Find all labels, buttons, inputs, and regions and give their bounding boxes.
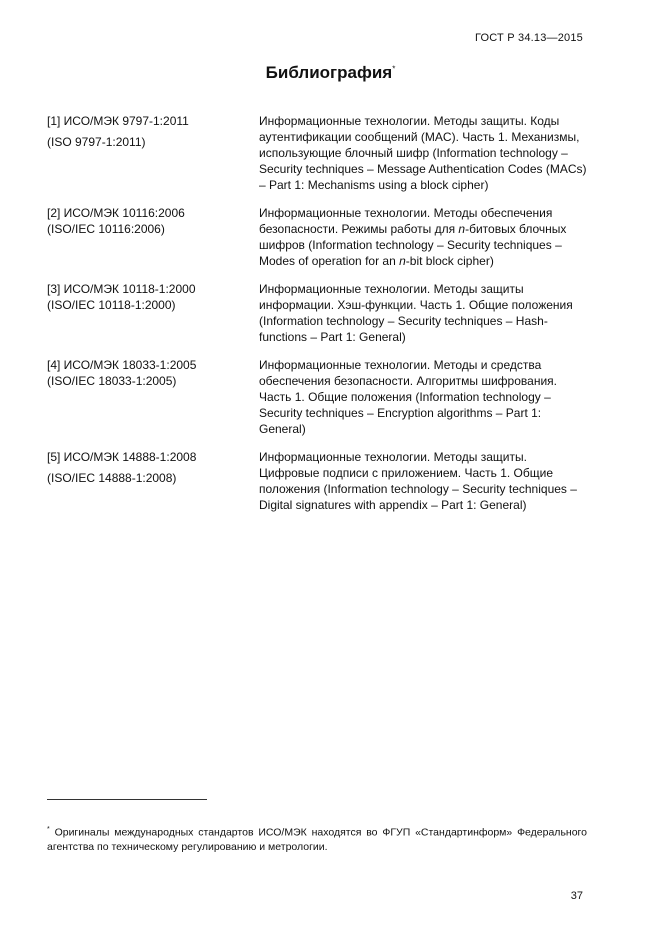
footnote-marker: * bbox=[47, 826, 50, 833]
reference-description bbox=[259, 205, 587, 269]
description-segment: Информационные технологии. Методы защиты информации. Хэш-функции. Часть 1. Общие положения (Information technology – Security techniques – Hash-functions – Part 1: General) bbox=[259, 282, 573, 344]
title-text: Библиография bbox=[265, 63, 393, 82]
description-segment: n bbox=[458, 222, 466, 236]
description-segment: Информационные технологии. Методы обеспечения безопасности. Режимы работы для bbox=[259, 206, 553, 236]
reference-standard bbox=[47, 281, 259, 345]
footnote bbox=[47, 823, 587, 854]
description-segment: -битовых блочных шифров (Information technology – Security techniques – Modes of operation for an bbox=[259, 222, 567, 268]
reference-item bbox=[47, 449, 587, 513]
footnote-text: Оригиналы международных стандартов ИСО/МЭК находятся во ФГУП «Стандартинформ» Федерального агентства по техническому регулированию и метрологии. bbox=[47, 826, 587, 853]
standard-id-ru: [3] ИСО/МЭК 10118-1:2000 bbox=[47, 282, 196, 296]
reference-standard bbox=[47, 205, 259, 269]
description-segment: Информационные технологии. Методы защиты. Коды аутентификации сообщений (MAC). Часть 1. Механизмы, использующие блочный шифр (Information technology – Security techniques – Message Authentication Codes (MACs) – Part 1: Mechanisms using a block cipher) bbox=[259, 114, 587, 192]
standard-id-ru: [4] ИСО/МЭК 18033-1:2005 bbox=[47, 358, 197, 372]
page-number: 37 bbox=[570, 890, 583, 902]
reference-list bbox=[47, 113, 587, 513]
reference-item bbox=[47, 281, 587, 345]
standard-id-ru: [2] ИСО/МЭК 10116:2006 bbox=[47, 206, 185, 220]
standard-id-en: (ISO/IEC 10116:2006) bbox=[47, 222, 165, 236]
reference-item bbox=[47, 205, 587, 269]
reference-description bbox=[259, 281, 587, 345]
reference-standard bbox=[47, 449, 259, 513]
reference-standard bbox=[47, 113, 259, 193]
reference-standard bbox=[47, 357, 259, 437]
document-header: ГОСТ Р 34.13—2015 bbox=[474, 32, 583, 44]
description-segment: Информационные технологии. Методы защиты. Цифровые подписи с приложением. Часть 1. Общие положения (Information technology – Security techniques – Digital signatures with appendix – Part 1: General) bbox=[259, 450, 577, 512]
standard-id-ru: [1] ИСО/МЭК 9797-1:2011 bbox=[47, 114, 189, 128]
standard-id-en: (ISO/IEC 18033-1:2005) bbox=[47, 374, 177, 388]
description-segment: n bbox=[399, 254, 406, 268]
footnote-divider bbox=[47, 799, 207, 800]
page-title bbox=[0, 63, 661, 83]
standard-id-en: (ISO/IEC 14888-1:2008) bbox=[47, 471, 177, 485]
reference-description bbox=[259, 113, 587, 193]
reference-description bbox=[259, 449, 587, 513]
standard-id-en: (ISO/IEC 10118-1:2000) bbox=[47, 298, 176, 312]
description-segment: Информационные технологии. Методы и средства обеспечения безопасности. Алгоритмы шифрования. Часть 1. Общие положения (Information technology – Security techniques – Encryption algorithms – Part 1: General) bbox=[259, 358, 557, 436]
standard-id-en: (ISO 9797-1:2011) bbox=[47, 135, 146, 149]
reference-item bbox=[47, 113, 587, 193]
standard-id-ru: [5] ИСО/МЭК 14888-1:2008 bbox=[47, 450, 197, 464]
reference-description bbox=[259, 357, 587, 437]
description-segment: -bit block cipher) bbox=[405, 254, 494, 268]
reference-item bbox=[47, 357, 587, 437]
title-footnote-marker: * bbox=[392, 64, 396, 74]
